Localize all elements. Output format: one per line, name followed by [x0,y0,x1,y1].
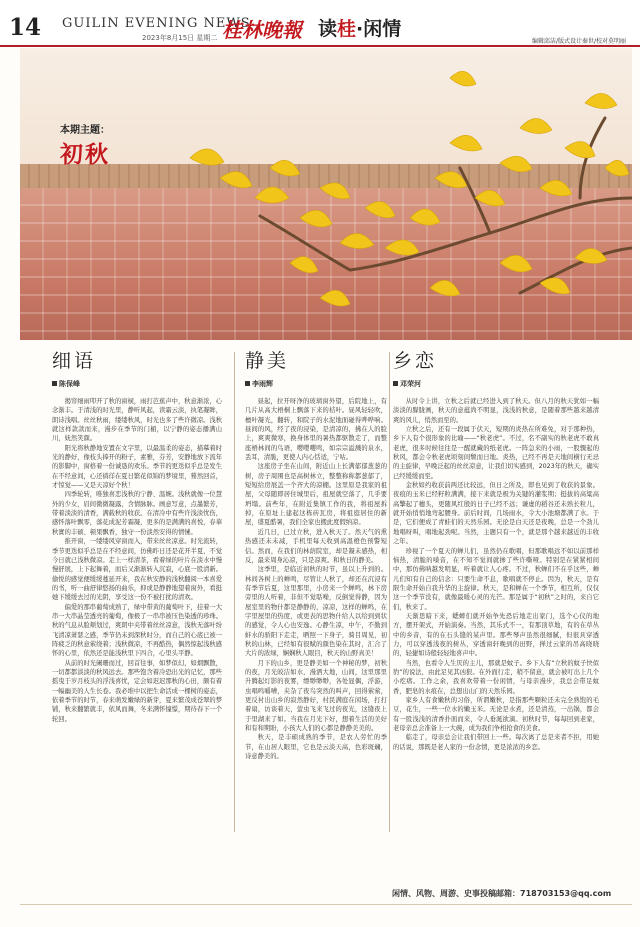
article-title: 乡恋 [393,350,438,372]
paragraph: 从时令上讲，立秋之后就已经进入到了秋天。但八月的秋天犹如一幅淡淡的朦胧画，秋天的意蕴尚不明显，浅浅的秋意，是随着那些越来越清爽的风儿，悄然而至的。 [393,398,599,424]
article-xiyu [52,346,222,724]
column-divider [389,352,390,832]
paragraph: 揭帘细雨叩开了秋的窗棂，雨打芭蕉声中，秋意渐浓，心念渐丰。于清浅的时光里，静听风起，读霜云淡，执笔凝眸，朗诗浅唱。丝丝秋雨，缕缕秋风，时光也多了些许微凉。浅秋就这样款款而来，漫步在季节的门楣，以宁静的姿态播满山川，妩然笑颜。 [52,398,223,443]
paragraph: 昼起，拉开呀净的玻璃窗外望，后院地上，有几片从高大梧桐上飘落下来的桔叶。昼风轻轻吹，檀叶凝光，翻转，和院子的水泥地面碰得哗哗响。昼间的风，经了夜的浸染，是清凉的，拂在人的脸上，爽爽微寒，换身体里的暑热都驱散走了，而整座梧林间的鸟语，嘤嘤嚶鸣，如宗宗溢溅的泉水，丢耳，清脆，更使人内心恬适，宁咕。 [245,398,387,462]
column-divider [234,352,235,832]
article-body [52,397,222,724]
article-author: 邓荣河 [393,379,599,389]
paragraph: 近几日，已过立秋，进入秋天了。然天气的熏热感还未未减，手机里每天收到高温橙色预警短信。然而，在我们的林荫院室，却是凝未感热，相反，最来周身沁凉，只是凉爽。和秋日的静美。 [245,528,387,564]
footer-rule [20,904,632,905]
banner-illustration [20,48,632,340]
section-title-left: 读 [318,18,338,40]
paper-logo: 桂林晚報 [222,18,302,42]
paragraph: 天渐思暗下来，蟋蟀们就开始争先恐后地走出家门，选个心仪的地方，摆开架式，开始演奏。当然，其乐式不一，有那顶草地，有的在草丛中的乡音，有的在石头缝的某声里。那些琴声虽然很细腻，但很具穿透力，可以穿透浅夜的树丛，穿透窗轩晚到的田野，掸过云家的吊高晓晓的，轻捷如诗般轻轻地喜声中。 [393,612,599,658]
paragraph: 金秋如约收获前两还比较远，但日之所及，即也见到了收获的景象。夜痕的玉米已经籽粒满满，接下来就是极为关键的灌浆期；挺拔的高粱高高擎起了穗头，更随风红殷的日子已经不远；谦虚的稻谷还未熟长粒儿，就开始悄悄地弯起腰身。前后时间，几场雨水，令大小池塘都满了水。于是，它们便成了青蛙们的天然乐园。无论是白天还是夜晚，总是一个劲儿地唱呀叫，唱地起劲呢。当然，主题只有一个，就是那个越来越近的丰收之年。 [393,482,599,546]
masthead [0,0,640,44]
paragraph: 立秋之后，还有一段属于伏天，短期的炎热在所难免，对于那种热，乡下人有个很形象的比喻——“秋老虎”。不过，名不副实的秋老虎不敢真老虎，很多时候往往是一醒就藏的纸老虎。一阵急来的小雨，一股骤起的秋风，都会令秋老虎顷刻间颓而日地。炎热，已经不再是天地间横行无忌的主旋律，早晚泛起的丝丝凉意，让我们切实感到，2023年的秋天，确实已经缓缓而至。 [393,426,599,480]
paragraph: 秋天，是丰硕成熟的季节，是农人劳忙的季节，在山居人眼里，它也是云淡天高，色彩斑斓，诗意静美的。 [245,734,387,761]
article-author: 李雨辉 [245,379,387,389]
editor-credits: 编辑邱洁/版式设计秦世/校对莫明丽 [531,38,626,45]
issue-date: 2023年8月15日 星期二 [142,34,218,42]
paragraph: 月下的山乡，更是静美如一个神秘的梦，初秋的夜，月光皎洁如水，漫洒大地，山间，这里那里升腾起灯影的夜雾，缥缈缈缈，各处显偶，浮游，虫唱鸣嚼嘈，夹杂了夜鸟突然的叫声，回得萦萦，更反衬出山乡的寂然静好，村民满庭在闲场，打打着扇，访谈着天，萤虫飞来飞过的夜光，这缝夜上于里湖来了如。当我在月光下好，想着生活的美好和有和期盼，小孩大人们的心都是静静美美的。 [245,659,387,733]
section-title-right: ·闲情 [356,18,402,40]
article-xianglian [393,346,599,752]
paragraph: 从前的时光阑珊而过，回首往事，如梦似幻，如烟飘散，一切都都淡淡的秋风远去。那些饱含着冷恐出光的记忆，那些摇曳于岁月枝头的浮浅喜忧，定会如迟迟那秋的心田，颇有着一幅幽美的人生长卷。我必堆中以把生命活成一棵树的姿态，依着季节的时节，春来萌发嫩绿的新芽，夏来繁茂成苍翠的梦铺，秋来翻繁就丰，依风而舞，冬来满怀憧憬，期待春下一个轮回。 [52,659,223,723]
article-jingmei [245,346,387,761]
article-title: 静美 [245,350,290,372]
paragraph: 珍视了一个夏天的蝉儿们，虽然仍在歌唱，但那歌唱远不如以前那样恼热，清脆的嗓音，在不知不觉间就掺了些许嘶哑。特别是在紧紧相间中，那仿佛呐越发明显，听着就让人心疼。不过，秋蝉们不在乎这些，蝉儿们知有自己的信念：只要生命不息，歌唱就不停止。因为，秋天，是有限生命开始自我升华的主旋律。秋天，是和蝉在一个季节，相互所，仅仅这一个季节没有，就像最暖心灵的光芒。那是属于“初秋”之时的，来自它们，秋来了。 [393,547,599,611]
page-number: 14 [9,14,42,41]
paragraph: 当然，也看令人生厌的主儿，那就是蚊子。乡下人有“立秋的蚊子快似豹”的说法，由此足见其凶狠。在外面行走，稍不留意，就会被叮出上几个小疙瘩。工作之余，我喜欢带着一份闲情，与母亲漫步，我总会带足蚊香，肥皂的水痕在，总想出山门的天然乐园。 [393,659,599,695]
section-title [318,14,401,41]
article-author: 陈保峰 [52,379,222,389]
article-body [393,397,599,752]
paragraph: 这座房子坐在山间，附近山上长满郁郁葱葱的树，房子周围也是高树林立，整整称称都葱郁了，短短给房展盖一个齐大的凉棚。这里原是我家的祖屋，父母随即居住城里后，祖屋就空落了，几乎要坍塌。前些年，在附近集镇工作的我，将祖屋拆掉，在原址上建起这栋砖瓦房，将祖庭居住的新屋，盛夏酷暑，我们全家也搬此度假纳凉。 [245,463,387,527]
masthead-rule [0,45,640,47]
ginkgo-branch-art [20,48,632,340]
paragraph: 推开窗，一缕缕风穿窗而入，带来丝丝凉意。时光流转，季节更迭似乎总是在不经意间，仿佛昨日还是花开半夏，不觉今日就已浅秋微凉。走上一样清茶，看着绿的叶片在淡水中慢慢舒展，上下起舞着，而后又渐渐转入沉寂，心底一股清新。偷悦的感觉便缓缓蔓延开来，我在秋安静的浅秋翻阅一本喜爱的书，听一曲舒律悠扬的曲乐，抑或是静静地望着窗外，看挺她下缓缓去过的光阴，享受这一份不被打扰的清欢。 [52,538,223,602]
paragraph: 偏爱的那串葡萄成熟了，绿中带黄的葡萄叶下，挂着一大串一大串晶莹透亮的葡萄，像极了一串串被压色染透的珍珠。秋的气息从脸颊划过，爽朗中夹带着丝丝凉意，浅秋无落叶纷飞清凉萧瑟之感，季节仍未到深秋时分，而自己的心底已被一阵疲乏的秋意萦绕着；浅秋微凉，不再酷热，偶然惊起浅秋感怀的心里，依然还是能浅秋里下四合，心里头平静。 [52,603,223,658]
paragraph: 四季轮转，唯独喜恋浅秋的宁静、温婉。浅秋就像一位慧外的少女，眉间微微凝露，含情脉脉。画意写意，点墨繁芳，带着淡淡的清香，满载秋的收获。在清冷中有些许浅淡忧伤，感怀落叶飘零，落花成泥芳霜凝，更多的是满满的喜悦，春華秋實的丰硕、顿果飘香，独守一份淡然安得的情愫。 [52,491,223,536]
paragraph: 家乡人有食嫩秋的习俗，所谓嫩秋，是指那些颗粒还未完全熟饱的毛豆，花生，一些一位水的嫩玉米。无论是水煮，还是清蒸，一出锅，都会有一股浅浅的清香扑面而来，令人垂涎欲滴。初秋时节，每每回到老家，老母亲总会准备上一大碗，成为我们争相抢食的美食。 [393,697,599,733]
section-title-accent: 桂 [337,18,357,40]
submission-email: 闲情、风物、周游、史事投稿邮箱：718703153@qq.com [392,889,612,898]
paragraph: 这季里，是临近初秋的时节，虽以上升到的。林间各树上的蝉鸣，尽管让人秋了，却还在沉浸有有季节后夏，这里那里，小房来一个蝉鸣，林下房旁里的人听着，非但不觉聒噪，反倒觉得静，因为屋室里的物什都是静静的，凉凉，这样的蝉鸣，在字里屋里的热度，或更表的思物什给人以给到到状的感觉，令人心也安逸。心静生凉，中午，不勤到蚌水的骄阳下走走，晒照一下身子，骑目周见，初秋的山林，已经如有很赋的颜色染在其时，汇合了大片的浓绿，娴娴秋人眼目，秋天的山野真美！ [245,566,387,658]
paper-english-name: GUILIN EVENING NEWS [62,16,251,31]
paragraph: 临走了，母亲总会让我们带回上一些。每次离了总是来者不拒，用她的话说，那既是老人家的一份念情，更是浓浓的乡恋。 [393,734,599,751]
theme-title: 初秋 [60,141,110,168]
article-body [245,397,387,761]
article-title: 细语 [52,350,97,372]
theme-label: 本期主题： [60,125,110,136]
paragraph: 阳光将秋静地安置在文字里，以最温柔的姿态，描摹着时光的静好，像枝头捧开的粉子，素雅，芬芳，安静地放下流年的影脚中，窗格着一份诚恳的欢乐。季节的更迭似乎总是发生在不经意间，心还徜徉在夏日繁花似锦的梦境里，蓦然回首，才惊觉——又是天凉好个秋！ [52,444,223,490]
